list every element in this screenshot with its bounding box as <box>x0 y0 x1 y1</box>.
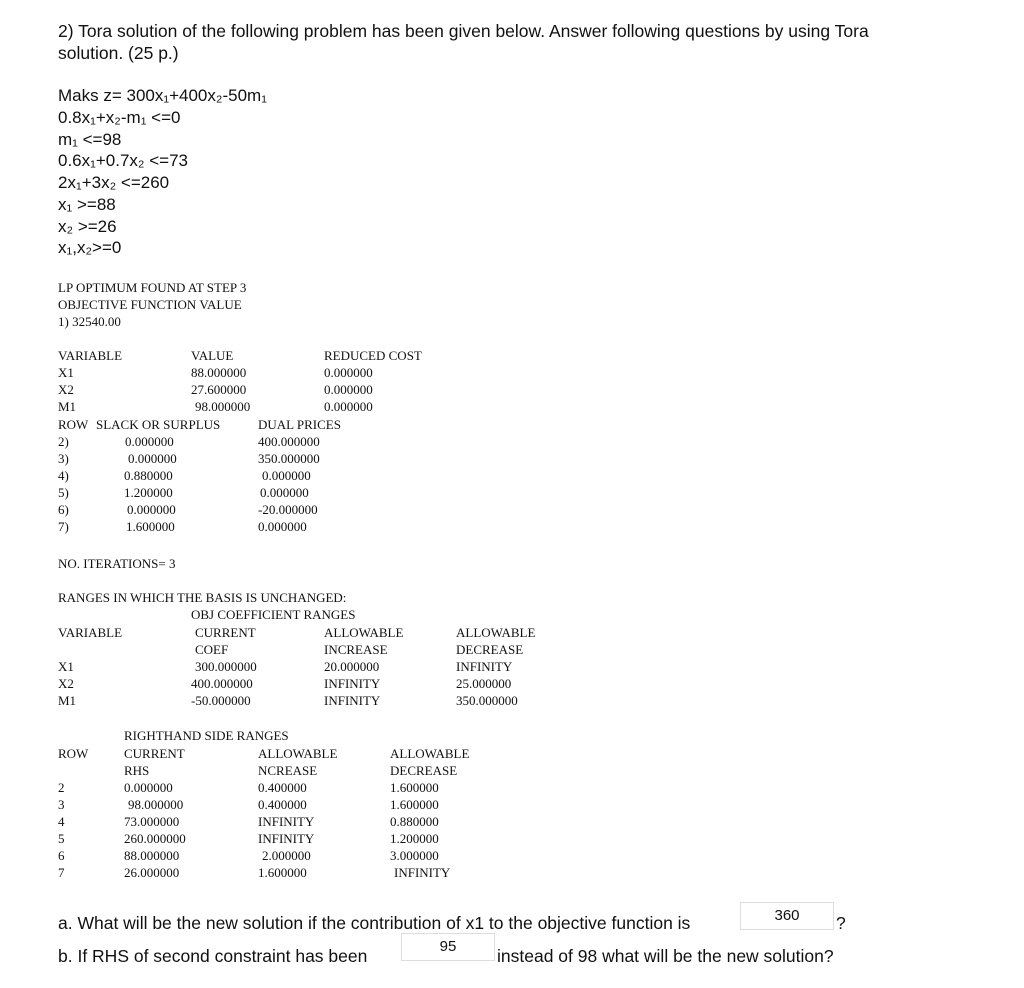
iterations-count: NO. ITERATIONS= 3 <box>58 556 176 571</box>
table-cell-current: 400.000000 <box>191 676 253 691</box>
table-cell-decrease: INFINITY <box>456 659 513 674</box>
table-cell-current: 26.000000 <box>124 865 180 880</box>
table-cell-value: 88.000000 <box>191 365 247 380</box>
table-cell-row: 7) <box>58 519 69 534</box>
objective-function-label: OBJECTIVE FUNCTION VALUE <box>58 297 242 312</box>
model-nonnegativity: x₁,x₂>=0 <box>58 238 122 257</box>
table-cell-row: 6 <box>58 848 65 863</box>
table-cell-reduced: 0.000000 <box>324 399 373 414</box>
col-header-row: ROW <box>58 746 89 761</box>
table-cell-name: X2 <box>58 676 74 691</box>
col-header-row: ROW <box>58 417 89 432</box>
table-cell-row: 5 <box>58 831 65 846</box>
col-header-decrease: DECREASE <box>456 642 524 657</box>
table-cell-increase: INFINITY <box>258 814 315 829</box>
objective-function-value: 1) 32540.00 <box>58 314 121 329</box>
table-cell-value: 27.600000 <box>191 382 247 397</box>
col-header-allowable-increase: ALLOWABLE <box>258 746 338 761</box>
model-constraint: x₂ >=26 <box>58 217 117 236</box>
table-cell-current: 260.000000 <box>124 831 186 846</box>
col-header-current: CURRENT <box>124 746 185 761</box>
table-cell-decrease: INFINITY <box>394 865 451 880</box>
model-constraint: 2x₁+3x₂ <=260 <box>58 173 170 192</box>
table-cell-decrease: 0.880000 <box>390 814 439 829</box>
col-header-variable: VARIABLE <box>58 348 123 363</box>
model-constraint: x₁ >=88 <box>58 195 116 214</box>
col-header-slack: SLACK OR SURPLUS <box>96 417 221 432</box>
col-header-increase: INCREASE <box>324 642 388 657</box>
model-constraint: 0.6x₁+0.7x₂ <=73 <box>58 151 189 170</box>
table-cell-current: 98.000000 <box>128 797 184 812</box>
table-cell-current: -50.000000 <box>191 693 251 708</box>
table-cell-increase: 1.600000 <box>258 865 307 880</box>
table-cell-decrease: 350.000000 <box>456 693 518 708</box>
table-cell-row: 7 <box>58 865 65 880</box>
table-cell-current: 300.000000 <box>195 659 257 674</box>
col-header-variable: VARIABLE <box>58 625 123 640</box>
table-cell-name: M1 <box>58 399 77 414</box>
table-cell-slack: 0.000000 <box>125 434 174 449</box>
question-a-text: a. What will be the new solution if the contribution of x1 to the objective function is <box>58 913 691 933</box>
table-cell-increase: 0.400000 <box>258 780 307 795</box>
table-cell-name: X1 <box>58 365 74 380</box>
table-cell-current: 88.000000 <box>124 848 180 863</box>
ranges-title: RANGES IN WHICH THE BASIS IS UNCHANGED: <box>58 590 347 605</box>
table-cell-dual: 350.000000 <box>258 451 320 466</box>
col-header-reduced-cost: REDUCED COST <box>324 348 422 363</box>
rhs-ranges-title: RIGHTHAND SIDE RANGES <box>124 728 289 743</box>
table-cell-slack: 0.880000 <box>124 468 173 483</box>
table-cell-increase: 2.000000 <box>262 848 311 863</box>
table-cell-row: 2 <box>58 780 65 795</box>
model-constraint: m₁ <=98 <box>58 130 122 149</box>
table-cell-increase: INFINITY <box>258 831 315 846</box>
table-cell-slack: 0.000000 <box>127 502 176 517</box>
table-cell-current: 0.000000 <box>124 780 173 795</box>
table-cell-dual: 400.000000 <box>258 434 320 449</box>
table-cell-increase: INFINITY <box>324 693 381 708</box>
table-cell-row: 2) <box>58 434 69 449</box>
col-header-decrease: DECREASE <box>390 763 458 778</box>
table-cell-increase: 20.000000 <box>324 659 380 674</box>
model-constraint: 0.8x₁+x₂-m₁ <=0 <box>58 108 181 127</box>
question-heading-line2: solution. (25 p.) <box>58 43 179 63</box>
table-cell-decrease: 1.600000 <box>390 780 439 795</box>
table-cell-row: 5) <box>58 485 69 500</box>
question-a-suffix: ? <box>836 913 846 933</box>
col-header-allowable-decrease: ALLOWABLE <box>390 746 470 761</box>
question-heading-line1: 2) Tora solution of the following problem has been given below. Answer following questions by using Tora <box>58 21 869 41</box>
table-cell-dual: -20.000000 <box>258 502 318 517</box>
table-cell-decrease: 3.000000 <box>390 848 439 863</box>
table-cell-name: X2 <box>58 382 74 397</box>
col-header-allowable-decrease: ALLOWABLE <box>456 625 536 640</box>
table-cell-slack: 1.200000 <box>124 485 173 500</box>
table-cell-dual: 0.000000 <box>260 485 309 500</box>
table-cell-decrease: 25.000000 <box>456 676 512 691</box>
table-cell-decrease: 1.600000 <box>390 797 439 812</box>
table-cell-slack: 1.600000 <box>126 519 175 534</box>
table-cell-reduced: 0.000000 <box>324 365 373 380</box>
table-cell-row: 6) <box>58 502 69 517</box>
col-header-current: CURRENT <box>195 625 256 640</box>
question-a-answer-box[interactable]: 360 <box>740 902 834 930</box>
col-header-value: VALUE <box>191 348 234 363</box>
question-b-suffix: instead of 98 what will be the new solution? <box>497 946 834 966</box>
table-cell-slack: 0.000000 <box>128 451 177 466</box>
model-objective: Maks z= 300x₁+400x₂-50m₁ <box>58 86 267 105</box>
table-cell-name: M1 <box>58 693 77 708</box>
table-cell-increase: 0.400000 <box>258 797 307 812</box>
table-cell-row: 3) <box>58 451 69 466</box>
table-cell-dual: 0.000000 <box>262 468 311 483</box>
col-header-allowable-increase: ALLOWABLE <box>324 625 404 640</box>
table-cell-increase: INFINITY <box>324 676 381 691</box>
table-cell-row: 4) <box>58 468 69 483</box>
table-cell-dual: 0.000000 <box>258 519 307 534</box>
col-header-rhs: RHS <box>124 763 150 778</box>
table-cell-decrease: 1.200000 <box>390 831 439 846</box>
table-cell-current: 73.000000 <box>124 814 180 829</box>
table-cell-value: 98.000000 <box>195 399 251 414</box>
table-cell-reduced: 0.000000 <box>324 382 373 397</box>
obj-ranges-title: OBJ COEFFICIENT RANGES <box>191 607 356 622</box>
question-b-answer-box[interactable]: 95 <box>401 933 495 961</box>
col-header-coef: COEF <box>195 642 229 657</box>
table-cell-row: 3 <box>58 797 65 812</box>
col-header-dual: DUAL PRICES <box>258 417 341 432</box>
table-cell-name: X1 <box>58 659 74 674</box>
col-header-increase: NCREASE <box>258 763 318 778</box>
table-cell-row: 4 <box>58 814 65 829</box>
question-b-prefix: b. If RHS of second constraint has been <box>58 946 368 966</box>
optimum-found: LP OPTIMUM FOUND AT STEP 3 <box>58 280 247 295</box>
